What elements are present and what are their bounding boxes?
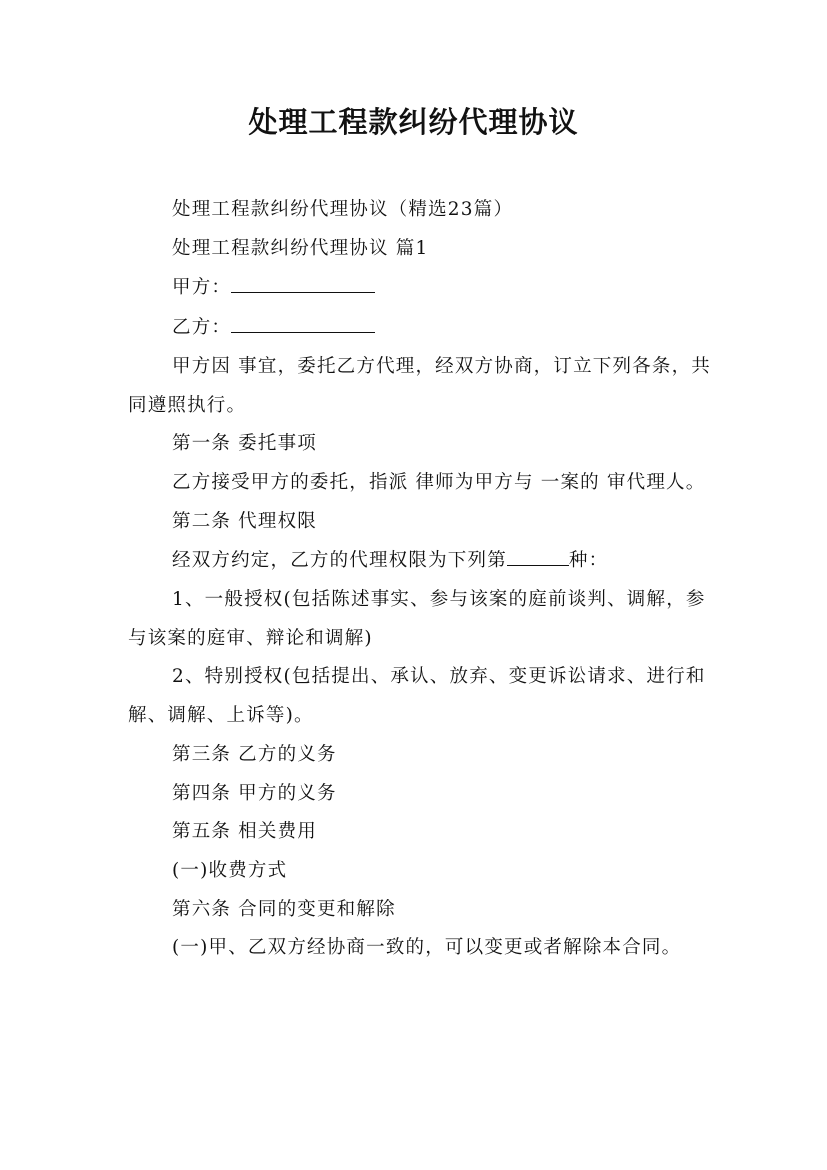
party-b-blank (231, 308, 375, 333)
article-3-heading: 第三条 乙方的义务 (172, 743, 337, 765)
article-2-heading: 第二条 代理权限 (172, 510, 317, 532)
general-authority-text: 1、一般授权(包括陈述事实、参与该案的庭前谈判、调解，参与该案的庭审、辩论和调解) (128, 589, 706, 649)
fee-method-text: (一)收费方式 (172, 859, 288, 881)
party-b-label: 乙方： (172, 317, 232, 339)
special-authority-text: 2、特别授权(包括提出、承认、放弃、变更诉讼请求、进行和解、调解、上诉等)。 (128, 666, 706, 727)
subtitle-paragraph: 处理工程款纠纷代理协议（精选23篇） (172, 199, 514, 220)
party-b-line (128, 308, 713, 348)
authority-choice-line (128, 541, 713, 581)
document-body (128, 191, 713, 968)
authority-choice-suffix: 种： (568, 550, 609, 572)
preamble-paragraph: 甲方因 事宜，委托乙方代理，经双方协商，订立下列各条，共同遵照执行。 (128, 355, 711, 416)
party-a-blank (231, 268, 375, 293)
document-title: 处理工程款纠纷代理协议 (248, 105, 579, 139)
party-a-label: 甲方： (172, 277, 232, 299)
authority-choice-prefix: 经双方约定，乙方的代理权限为下列第 (172, 550, 507, 572)
article-6-heading: 第六条 合同的变更和解除 (172, 898, 396, 920)
article-1-text: 乙方接受甲方的委托，指派 律师为甲方与 一案的 审代理人。 (172, 471, 706, 493)
article-5-heading: 第五条 相关费用 (172, 821, 317, 843)
authority-choice-blank (507, 541, 569, 566)
article-1-heading: 第一条 委托事项 (172, 433, 317, 455)
section-heading: 处理工程款纠纷代理协议 篇1 (172, 237, 429, 259)
party-a-line (128, 268, 713, 308)
contract-change-text: (一)甲、乙双方经协商一致的，可以变更或者解除本合同。 (172, 937, 682, 959)
article-4-heading: 第四条 甲方的义务 (172, 782, 337, 804)
